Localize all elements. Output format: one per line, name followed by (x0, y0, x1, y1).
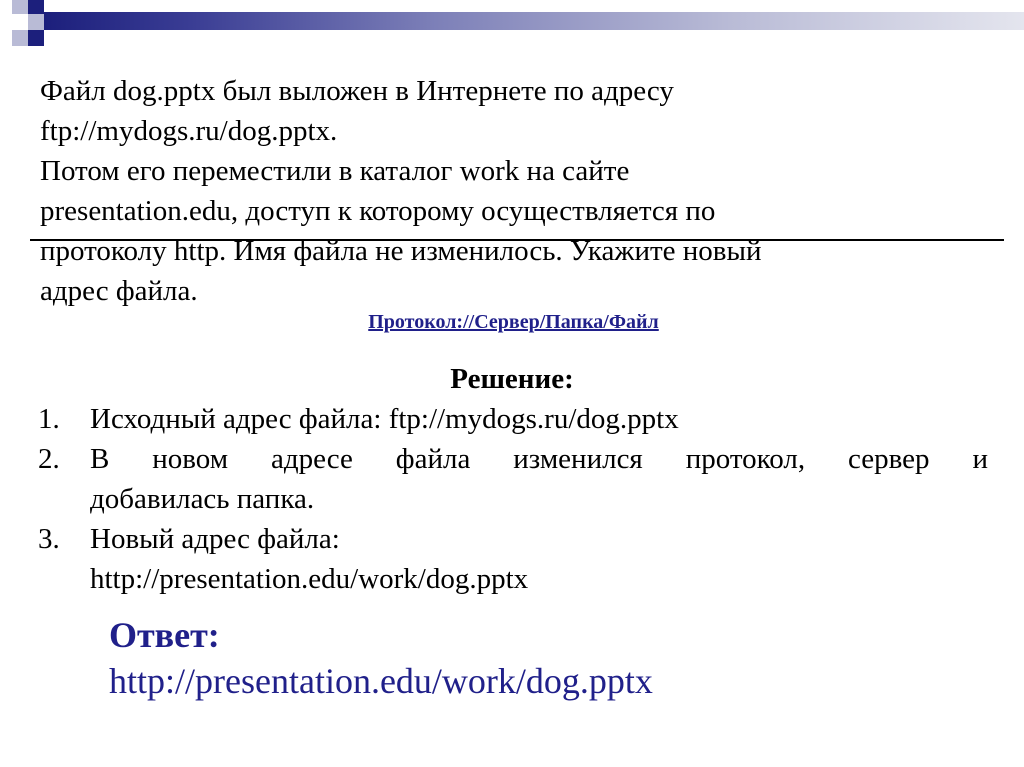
solution-title: Решение: (450, 363, 574, 395)
header-square (28, 0, 44, 14)
task-text (40, 71, 1000, 311)
task-line: Потом его переместили в каталог work на сайте (40, 155, 630, 187)
step-number: 3. (38, 523, 60, 555)
solution-step (38, 519, 988, 599)
step-text-continued: http://presentation.edu/work/dog.pptx (90, 563, 529, 595)
formula-hint (0, 311, 1024, 334)
step-text: Исходный адрес файла: ftp://mydogs.ru/dog.pptx (90, 403, 679, 435)
task-line: адрес файла. (40, 275, 198, 307)
step-number: 1. (38, 403, 60, 435)
header-square (12, 0, 28, 14)
step-number: 2. (38, 443, 60, 475)
answer-block (109, 612, 653, 704)
step-text-continued: добавилась папка. (90, 483, 315, 515)
step-text: В новом адресе файла изменился протокол, сервер и (90, 443, 988, 475)
task-line: Файл dog.pptx был выложен в Интернете по адресу (40, 75, 674, 107)
solution-step (38, 439, 988, 519)
task-line: ftp://mydogs.ru/dog.pptx. (40, 115, 338, 147)
answer-label: Ответ: (109, 615, 220, 655)
header-gradient-band (44, 12, 1024, 30)
step-text: Новый адрес файла: (90, 523, 340, 555)
formula-hint-link[interactable]: Протокол://Сервер/Папка/Файл (368, 311, 659, 333)
header-square (28, 14, 44, 30)
header-square (28, 30, 44, 46)
solution-steps (38, 399, 988, 599)
answer-value: http://presentation.edu/work/dog.pptx (109, 661, 653, 701)
task-line: протоколу http. Имя файла не изменилось. Укажите новый (40, 235, 762, 267)
solution-step (38, 399, 988, 439)
header-square (12, 30, 28, 46)
task-line: presentation.edu, доступ к которому осуществляется по (40, 195, 716, 227)
